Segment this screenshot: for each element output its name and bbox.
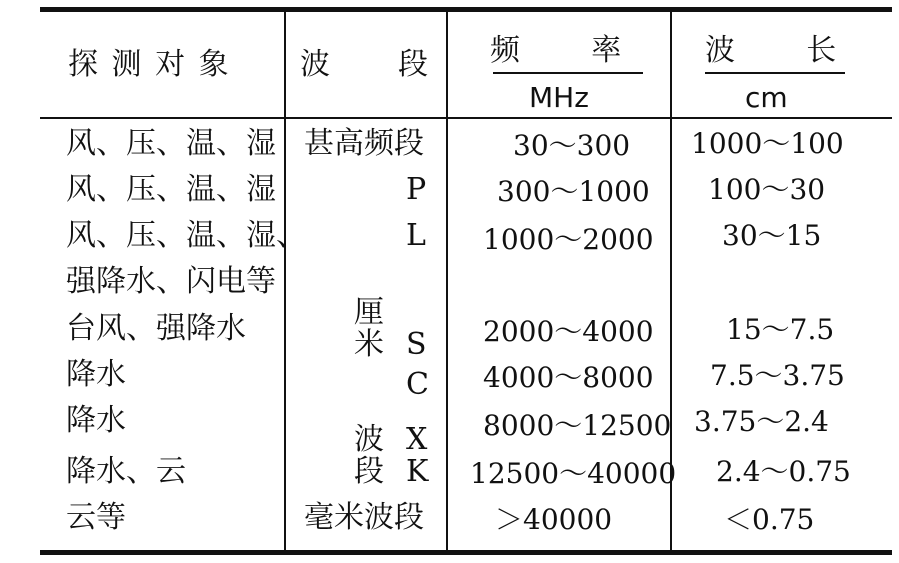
header-frequency-unit: MHz: [529, 81, 589, 114]
row-1-frequency: 30～300: [513, 129, 631, 162]
header-band-left: 波: [300, 47, 332, 82]
row-2-target: 风、压、温、湿: [66, 172, 276, 207]
row-9-target: 云等: [66, 500, 126, 535]
wavelength-underline: [705, 72, 845, 74]
row-3-target: 风、压、温、湿、: [66, 218, 306, 253]
row-2-wavelength: 100～30: [708, 173, 826, 206]
row-1-band: 甚高频段: [304, 126, 424, 161]
row-9-band: 毫米波段: [304, 500, 424, 535]
row-8-wavelength: 2.4～0.75: [716, 455, 851, 488]
row-1-target: 风、压、温、湿: [66, 126, 276, 161]
header-target: 探 测 对 象: [68, 47, 231, 82]
row-7-target: 降水: [66, 403, 126, 438]
header-frequency: 频 率: [490, 33, 624, 68]
row-2-frequency: 300～1000: [497, 175, 650, 208]
row-5-target: 台风、强降水: [66, 311, 246, 346]
row-3-wavelength: 30～15: [722, 219, 822, 252]
row-5-frequency: 2000～4000: [483, 315, 654, 348]
header-rule: [40, 117, 892, 119]
row-8-frequency: 12500～40000: [470, 457, 677, 490]
header-wavelength: 波 长: [705, 33, 839, 68]
row-6-band: C: [406, 367, 429, 402]
frequency-underline: [493, 72, 643, 74]
row-2-band: P: [406, 172, 427, 207]
row-6-wavelength: 7.5～3.75: [710, 359, 845, 392]
cm-band-label-1: 厘: [354, 295, 384, 330]
row-7-wavelength: 3.75～2.4: [694, 405, 829, 438]
row-3-band: L: [406, 218, 426, 253]
header-wavelength-unit: cm: [745, 81, 788, 114]
row-9-wavelength: ＜0.75: [724, 503, 815, 536]
row-7-frequency: 8000～12500: [483, 409, 672, 442]
row-4-target: 强降水、闪电等: [66, 264, 276, 299]
row-9-frequency: ＞40000: [495, 503, 613, 536]
top-rule: [40, 7, 892, 12]
row-1-wavelength: 1000～100: [691, 127, 844, 160]
cm-band-label-4: 段: [354, 454, 384, 489]
row-8-target: 降水、云: [66, 454, 186, 489]
cm-band-label-3: 波: [354, 422, 384, 457]
row-8-band: K: [406, 454, 429, 489]
cm-band-label-2: 米: [354, 327, 384, 362]
row-5-band: S: [406, 327, 427, 362]
column-divider-2: [446, 12, 448, 550]
header-band-right: 段: [398, 47, 430, 82]
row-6-target: 降水: [66, 357, 126, 392]
row-6-frequency: 4000～8000: [483, 361, 654, 394]
column-divider-1: [284, 12, 286, 550]
bottom-rule: [40, 550, 892, 555]
row-7-band: X: [406, 422, 428, 457]
row-5-wavelength: 15～7.5: [726, 313, 835, 346]
row-3-frequency: 1000～2000: [483, 223, 654, 256]
